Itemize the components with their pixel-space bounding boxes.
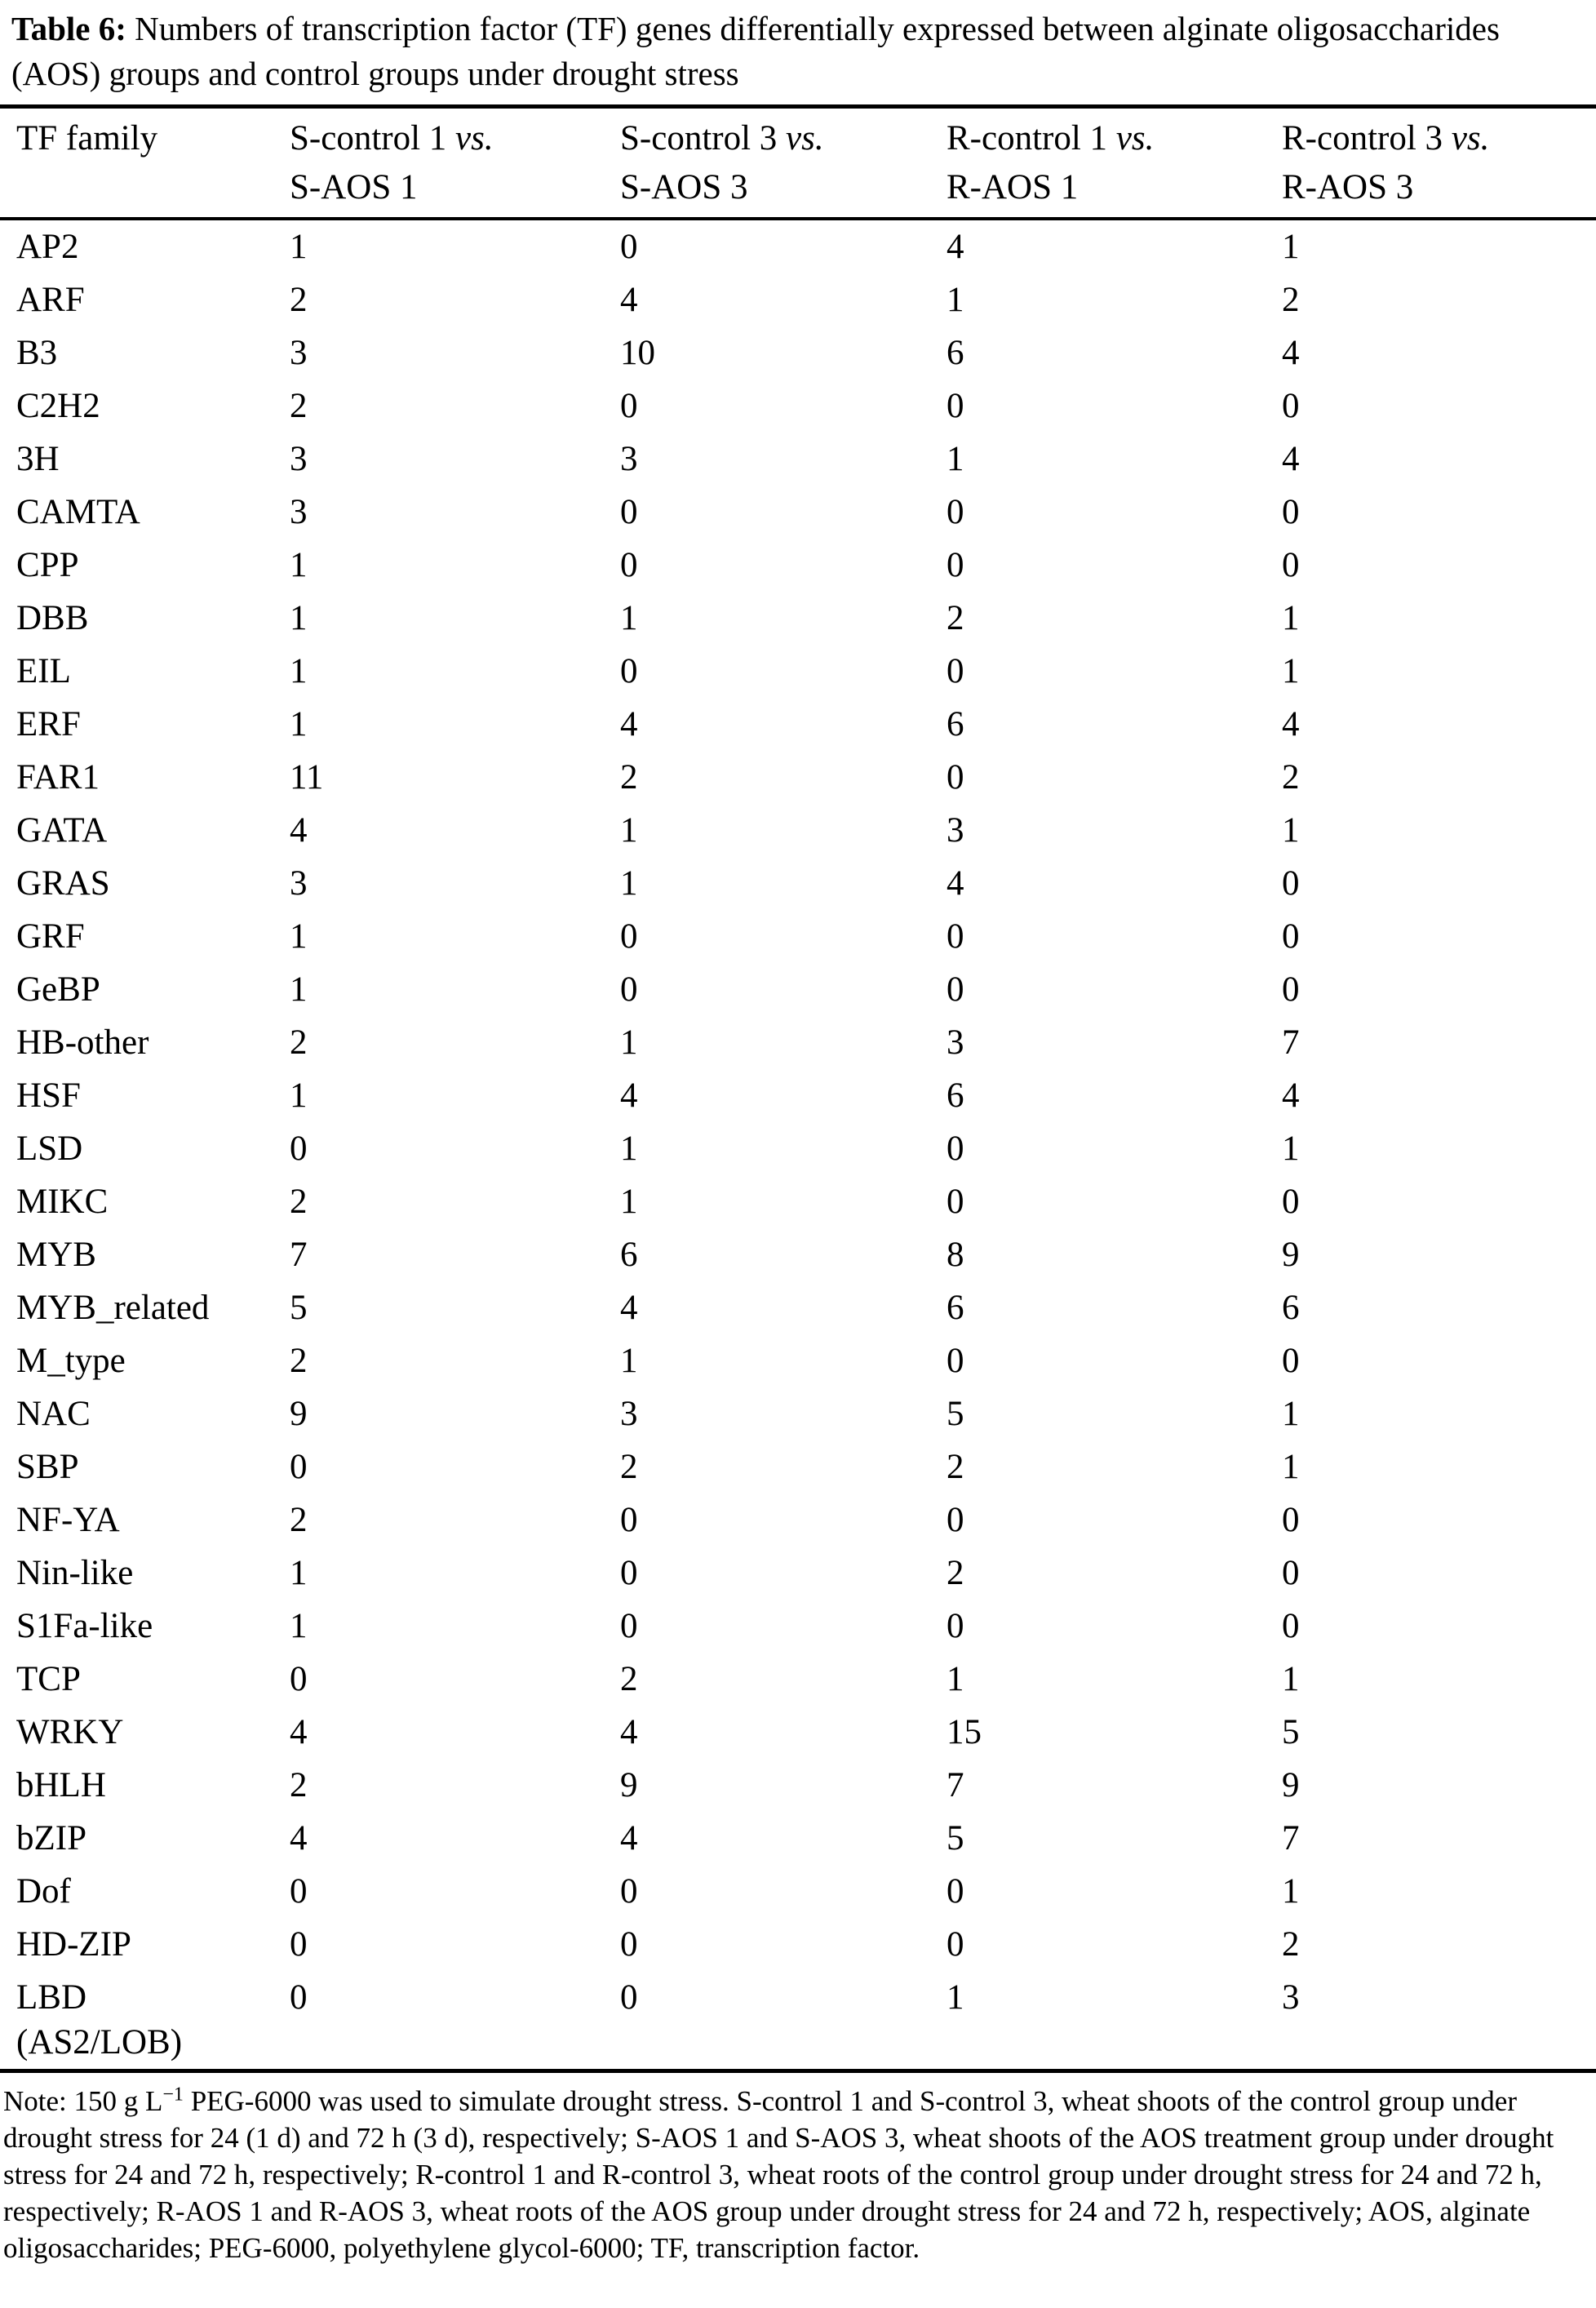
value-cell-r-control-1: 7 xyxy=(947,1766,964,1804)
value-cell-s-control-3: 2 xyxy=(620,1448,638,1486)
tf-family-cell xyxy=(0,1440,290,1494)
value-cell-s-control-3: 0 xyxy=(620,1978,638,2017)
value-cell-s-control-1: 2 xyxy=(290,1501,308,1539)
table-row xyxy=(0,592,1596,645)
table-row xyxy=(0,857,1596,910)
tf-family-name: MIKC xyxy=(16,1183,109,1221)
tf-family-name: GeBP xyxy=(16,970,100,1009)
tf-family-cell xyxy=(0,219,290,273)
vs-label: vs. xyxy=(1451,119,1490,158)
value-cell-r-control-1: 0 xyxy=(947,1130,964,1168)
value-cell-s-control-1: 5 xyxy=(290,1289,308,1327)
value-cell-r-control-3: 2 xyxy=(1282,758,1300,797)
value-cell-r-control-1: 0 xyxy=(947,917,964,956)
tf-family-cell xyxy=(0,1812,290,1865)
header-comparison-text: R-control 1 xyxy=(947,119,1108,158)
col-header-tf-family xyxy=(0,107,290,220)
value-cell-r-control-3: 1 xyxy=(1282,1448,1300,1486)
tf-family-name: GRAS xyxy=(16,864,110,903)
value-cell-r-control-3: 1 xyxy=(1282,1130,1300,1168)
note-superscript: −1 xyxy=(162,2084,184,2106)
value-cell-s-control-1: 7 xyxy=(290,1236,308,1274)
value-cell-s-control-1: 1 xyxy=(290,1554,308,1592)
value-cell-r-control-3: 1 xyxy=(1282,1872,1300,1911)
tf-family-name: GATA xyxy=(16,811,108,850)
col-header-s-control-3 xyxy=(620,107,947,220)
value-cell-s-control-3: 0 xyxy=(620,228,638,266)
value-cell-s-control-3: 4 xyxy=(620,1713,638,1751)
table-row xyxy=(0,751,1596,804)
tf-family-cell xyxy=(0,1706,290,1759)
table-row xyxy=(0,433,1596,486)
tf-family-cell xyxy=(0,1547,290,1600)
table-row xyxy=(0,1494,1596,1547)
value-cell-s-control-1: 2 xyxy=(290,1023,308,1062)
value-cell-s-control-1: 4 xyxy=(290,811,308,850)
header-comparison-text: S-control 3 xyxy=(620,119,778,158)
value-cell-r-control-3: 4 xyxy=(1282,334,1300,372)
tf-family-cell xyxy=(0,910,290,963)
table-row xyxy=(0,1281,1596,1334)
value-cell-s-control-3: 6 xyxy=(620,1236,638,1274)
value-cell-s-control-1: 2 xyxy=(290,1183,308,1221)
note-prefix: Note: 150 g L xyxy=(3,2085,163,2117)
value-cell-s-control-3: 1 xyxy=(620,864,638,903)
value-cell-r-control-3: 0 xyxy=(1282,1554,1300,1592)
value-cell-r-control-1: 0 xyxy=(947,652,964,690)
value-cell-r-control-1: 15 xyxy=(947,1713,982,1751)
tf-family-cell xyxy=(0,273,290,326)
value-cell-s-control-1: 0 xyxy=(290,1872,308,1911)
value-cell-r-control-3: 3 xyxy=(1282,1978,1300,2017)
table-row xyxy=(0,1122,1596,1175)
tf-family-name: CAMTA xyxy=(16,493,140,531)
tf-family-cell xyxy=(0,1175,290,1228)
tf-family-name: NAC xyxy=(16,1395,91,1433)
table-row xyxy=(0,645,1596,698)
value-cell-s-control-1: 0 xyxy=(290,1660,308,1698)
tf-family-name: S1Fa-like xyxy=(16,1607,153,1645)
tf-family-name: HSF xyxy=(16,1076,81,1115)
table-row xyxy=(0,273,1596,326)
value-cell-s-control-1: 9 xyxy=(290,1395,308,1433)
value-cell-s-control-3: 4 xyxy=(620,281,638,319)
value-cell-s-control-1: 2 xyxy=(290,387,308,425)
table-row xyxy=(0,1653,1596,1706)
table-row xyxy=(0,486,1596,539)
table-row xyxy=(0,379,1596,433)
header-line-2: R-AOS 3 xyxy=(1282,168,1414,206)
value-cell-s-control-1: 4 xyxy=(290,1713,308,1751)
tf-family-cell xyxy=(0,1387,290,1440)
value-cell-r-control-3: 0 xyxy=(1282,1607,1300,1645)
value-cell-r-control-3: 9 xyxy=(1282,1236,1300,1274)
value-cell-r-control-1: 0 xyxy=(947,1607,964,1645)
table-row xyxy=(0,1547,1596,1600)
value-cell-r-control-3: 0 xyxy=(1282,970,1300,1009)
value-cell-s-control-3: 0 xyxy=(620,1925,638,1964)
table-caption-line2: (AOS) groups and control groups under drought stress xyxy=(11,55,739,92)
table-row xyxy=(0,804,1596,857)
tf-family-cell xyxy=(0,539,290,592)
value-cell-r-control-1: 1 xyxy=(947,1978,964,2017)
note-body: PEG-6000 was used to simulate drought stress. S-control 1 and S-control 3, wheat shoots of the control group under drought stress for 24 (1 d) and 72 h (3 d), respectively; S-AOS 1 and S-AOS 3, wheat shoots of the AOS treatment group under drought stress for 24 and 72 h, respectively; R-control 1 and R-control 3, wheat roots of the control group under drought stress for 24 and 72 h, respectively; R-AOS 1 and R-AOS 3, wheat roots of the AOS group under drought stress for 24 and 72 h, respectively; AOS, alginate oligosaccharides; PEG-6000, polyethylene glycol-6000; TF, transcription factor. xyxy=(3,2085,1554,2264)
tf-family-name: Nin-like xyxy=(16,1554,134,1592)
value-cell-s-control-1: 1 xyxy=(290,599,308,637)
tf-family-cell xyxy=(0,1918,290,1971)
value-cell-r-control-1: 8 xyxy=(947,1236,964,1274)
table-row xyxy=(0,1812,1596,1865)
table-row xyxy=(0,326,1596,379)
value-cell-r-control-3: 0 xyxy=(1282,1342,1300,1380)
value-cell-s-control-3: 0 xyxy=(620,1501,638,1539)
value-cell-r-control-1: 0 xyxy=(947,387,964,425)
value-cell-s-control-3: 2 xyxy=(620,1660,638,1698)
tf-family-name-line2: (AS2/LOB) xyxy=(16,2023,183,2062)
value-cell-s-control-1: 1 xyxy=(290,917,308,956)
value-cell-r-control-3: 7 xyxy=(1282,1023,1300,1062)
table-row xyxy=(0,539,1596,592)
value-cell-r-control-3: 2 xyxy=(1282,1925,1300,1964)
value-cell-s-control-1: 3 xyxy=(290,864,308,903)
value-cell-r-control-1: 0 xyxy=(947,1183,964,1221)
value-cell-s-control-3: 1 xyxy=(620,1023,638,1062)
value-cell-r-control-3: 2 xyxy=(1282,281,1300,319)
value-cell-s-control-1: 1 xyxy=(290,1076,308,1115)
header-line-2: S-AOS 3 xyxy=(620,168,748,206)
value-cell-s-control-3: 3 xyxy=(620,440,638,478)
table-caption-line1: Numbers of transcription factor (TF) genes differentially expressed between alginate oligosaccharides xyxy=(135,10,1500,47)
header-line-2: R-AOS 1 xyxy=(947,168,1079,206)
tf-family-name: B3 xyxy=(16,334,58,372)
value-cell-s-control-3: 0 xyxy=(620,387,638,425)
value-cell-r-control-1: 0 xyxy=(947,970,964,1009)
table-row xyxy=(0,910,1596,963)
table-row xyxy=(0,1175,1596,1228)
value-cell-r-control-3: 4 xyxy=(1282,1076,1300,1115)
tf-family-name: Dof xyxy=(16,1872,71,1911)
tf-family-cell xyxy=(0,963,290,1016)
tf-family-cell xyxy=(0,433,290,486)
value-cell-s-control-1: 3 xyxy=(290,440,308,478)
tf-family-name: AP2 xyxy=(16,228,79,266)
tf-family-cell xyxy=(0,1228,290,1281)
col-header-r-control-3 xyxy=(1282,107,1596,220)
table-row xyxy=(0,1971,1596,2071)
tf-table-body xyxy=(0,219,1596,2071)
table-row xyxy=(0,1334,1596,1387)
value-cell-r-control-3: 0 xyxy=(1282,1183,1300,1221)
tf-genes-table xyxy=(0,104,1596,2073)
tf-family-cell xyxy=(0,1016,290,1069)
value-cell-s-control-3: 1 xyxy=(620,1130,638,1168)
tf-family-name: HB-other xyxy=(16,1023,149,1062)
value-cell-s-control-1: 0 xyxy=(290,1925,308,1964)
value-cell-s-control-3: 1 xyxy=(620,811,638,850)
value-cell-s-control-1: 2 xyxy=(290,1342,308,1380)
header-tf-family-label: TF family xyxy=(16,119,158,158)
header-line-2: S-AOS 1 xyxy=(290,168,418,206)
header-line-1 xyxy=(947,114,1282,163)
tf-family-cell xyxy=(0,1122,290,1175)
value-cell-r-control-3: 1 xyxy=(1282,652,1300,690)
value-cell-s-control-3: 1 xyxy=(620,1342,638,1380)
value-cell-s-control-1: 0 xyxy=(290,1978,308,2017)
tf-family-cell xyxy=(0,1494,290,1547)
value-cell-s-control-3: 0 xyxy=(620,1607,638,1645)
value-cell-r-control-3: 0 xyxy=(1282,493,1300,531)
value-cell-r-control-1: 2 xyxy=(947,1448,964,1486)
value-cell-r-control-1: 1 xyxy=(947,281,964,319)
value-cell-r-control-3: 0 xyxy=(1282,387,1300,425)
tf-family-name: bZIP xyxy=(16,1819,86,1857)
value-cell-r-control-3: 0 xyxy=(1282,546,1300,584)
table-row xyxy=(0,963,1596,1016)
tf-family-cell xyxy=(0,645,290,698)
value-cell-r-control-3: 0 xyxy=(1282,864,1300,903)
tf-family-name: MYB xyxy=(16,1236,96,1274)
tf-family-cell xyxy=(0,379,290,433)
tf-family-cell xyxy=(0,1334,290,1387)
tf-family-cell xyxy=(0,592,290,645)
value-cell-r-control-3: 1 xyxy=(1282,811,1300,850)
tf-family-name: WRKY xyxy=(16,1713,124,1751)
value-cell-s-control-1: 2 xyxy=(290,281,308,319)
value-cell-r-control-1: 6 xyxy=(947,1289,964,1327)
value-cell-r-control-3: 0 xyxy=(1282,1501,1300,1539)
header-comparison-text: S-control 1 xyxy=(290,119,447,158)
tf-family-cell xyxy=(0,486,290,539)
value-cell-s-control-1: 1 xyxy=(290,970,308,1009)
tf-family-cell xyxy=(0,857,290,910)
value-cell-r-control-1: 2 xyxy=(947,599,964,637)
value-cell-r-control-1: 0 xyxy=(947,493,964,531)
tf-family-name: NF-YA xyxy=(16,1501,120,1539)
tf-family-name: ERF xyxy=(16,705,81,743)
value-cell-s-control-3: 0 xyxy=(620,652,638,690)
header-line-1 xyxy=(1282,114,1596,163)
table-row xyxy=(0,219,1596,273)
value-cell-s-control-1: 1 xyxy=(290,546,308,584)
tf-family-name: FAR1 xyxy=(16,758,100,797)
tf-family-name: LSD xyxy=(16,1130,83,1168)
tf-family-name: ARF xyxy=(16,281,85,319)
value-cell-s-control-3: 4 xyxy=(620,1819,638,1857)
tf-family-name: HD-ZIP xyxy=(16,1925,131,1964)
value-cell-r-control-1: 4 xyxy=(947,864,964,903)
tf-table-header xyxy=(0,107,1596,220)
tf-family-cell xyxy=(0,1600,290,1653)
tf-family-name: MYB_related xyxy=(16,1289,210,1327)
col-header-s-control-1 xyxy=(290,107,620,220)
value-cell-r-control-1: 0 xyxy=(947,1342,964,1380)
tf-family-name: TCP xyxy=(16,1660,81,1698)
table-row xyxy=(0,1759,1596,1812)
table-row xyxy=(0,1600,1596,1653)
tf-family-cell xyxy=(0,326,290,379)
value-cell-s-control-1: 3 xyxy=(290,334,308,372)
value-cell-s-control-3: 1 xyxy=(620,1183,638,1221)
value-cell-s-control-3: 0 xyxy=(620,1872,638,1911)
tf-family-name: C2H2 xyxy=(16,387,100,425)
tf-family-cell xyxy=(0,1653,290,1706)
header-row xyxy=(0,107,1596,220)
tf-family-name: CPP xyxy=(16,546,79,584)
tf-family-cell xyxy=(0,804,290,857)
value-cell-r-control-1: 2 xyxy=(947,1554,964,1592)
value-cell-s-control-3: 0 xyxy=(620,917,638,956)
value-cell-s-control-1: 11 xyxy=(290,758,324,797)
value-cell-r-control-1: 0 xyxy=(947,758,964,797)
tf-family-name: 3H xyxy=(16,440,60,478)
tf-family-cell xyxy=(0,1759,290,1812)
value-cell-s-control-1: 1 xyxy=(290,228,308,266)
value-cell-r-control-1: 3 xyxy=(947,1023,964,1062)
value-cell-r-control-3: 4 xyxy=(1282,440,1300,478)
value-cell-s-control-3: 0 xyxy=(620,493,638,531)
tf-family-cell xyxy=(0,751,290,804)
value-cell-r-control-3: 1 xyxy=(1282,599,1300,637)
value-cell-r-control-1: 1 xyxy=(947,440,964,478)
value-cell-s-control-3: 4 xyxy=(620,1076,638,1115)
value-cell-r-control-1: 0 xyxy=(947,1872,964,1911)
tf-family-cell xyxy=(0,1281,290,1334)
table-row xyxy=(0,1440,1596,1494)
tf-family-name: bHLH xyxy=(16,1766,106,1804)
table-caption xyxy=(11,7,1591,96)
value-cell-s-control-1: 0 xyxy=(290,1448,308,1486)
tf-family-name: DBB xyxy=(16,599,89,637)
table-row xyxy=(0,1228,1596,1281)
value-cell-r-control-1: 5 xyxy=(947,1819,964,1857)
table-row xyxy=(0,698,1596,751)
value-cell-r-control-3: 0 xyxy=(1282,917,1300,956)
vs-label: vs. xyxy=(455,119,494,158)
value-cell-r-control-1: 0 xyxy=(947,546,964,584)
table-row xyxy=(0,1865,1596,1918)
table-row xyxy=(0,1016,1596,1069)
tf-family-name: EIL xyxy=(16,652,71,690)
col-header-r-control-1 xyxy=(947,107,1282,220)
value-cell-s-control-1: 2 xyxy=(290,1766,308,1804)
value-cell-s-control-1: 1 xyxy=(290,652,308,690)
tf-family-cell xyxy=(0,1069,290,1122)
value-cell-r-control-3: 7 xyxy=(1282,1819,1300,1857)
value-cell-r-control-3: 5 xyxy=(1282,1713,1300,1751)
table-row xyxy=(0,1069,1596,1122)
value-cell-s-control-3: 0 xyxy=(620,970,638,1009)
value-cell-s-control-1: 4 xyxy=(290,1819,308,1857)
table-row xyxy=(0,1918,1596,1971)
tf-family-cell xyxy=(0,1865,290,1918)
value-cell-s-control-3: 9 xyxy=(620,1766,638,1804)
tf-family-name: SBP xyxy=(16,1448,79,1486)
tf-family-name: LBD xyxy=(16,1978,86,2017)
table-caption-label: Table 6: xyxy=(11,10,126,47)
table-row xyxy=(0,1706,1596,1759)
header-comparison-text: R-control 3 xyxy=(1282,119,1443,158)
value-cell-s-control-3: 4 xyxy=(620,1289,638,1327)
value-cell-s-control-3: 0 xyxy=(620,1554,638,1592)
value-cell-r-control-3: 6 xyxy=(1282,1289,1300,1327)
header-line-1 xyxy=(290,114,620,163)
value-cell-r-control-3: 1 xyxy=(1282,1660,1300,1698)
value-cell-r-control-1: 1 xyxy=(947,1660,964,1698)
vs-label: vs. xyxy=(1115,119,1155,158)
value-cell-s-control-1: 1 xyxy=(290,1607,308,1645)
value-cell-r-control-3: 1 xyxy=(1282,1395,1300,1433)
value-cell-r-control-1: 0 xyxy=(947,1501,964,1539)
value-cell-s-control-3: 0 xyxy=(620,546,638,584)
value-cell-s-control-3: 4 xyxy=(620,705,638,743)
value-cell-r-control-3: 1 xyxy=(1282,228,1300,266)
value-cell-r-control-3: 4 xyxy=(1282,705,1300,743)
table-note xyxy=(3,2083,1593,2266)
value-cell-r-control-1: 5 xyxy=(947,1395,964,1433)
tf-family-name: GRF xyxy=(16,917,85,956)
value-cell-s-control-1: 0 xyxy=(290,1130,308,1168)
value-cell-s-control-3: 1 xyxy=(620,599,638,637)
value-cell-s-control-1: 1 xyxy=(290,705,308,743)
table-row xyxy=(0,1387,1596,1440)
value-cell-r-control-3: 9 xyxy=(1282,1766,1300,1804)
tf-family-name: M_type xyxy=(16,1342,126,1380)
value-cell-r-control-1: 6 xyxy=(947,705,964,743)
value-cell-r-control-1: 4 xyxy=(947,228,964,266)
tf-family-cell xyxy=(0,698,290,751)
value-cell-s-control-3: 3 xyxy=(620,1395,638,1433)
value-cell-r-control-1: 6 xyxy=(947,334,964,372)
header-line-1 xyxy=(620,114,947,163)
value-cell-r-control-1: 3 xyxy=(947,811,964,850)
value-cell-r-control-1: 0 xyxy=(947,1925,964,1964)
tf-family-cell xyxy=(0,1971,290,2071)
value-cell-s-control-3: 10 xyxy=(620,334,655,372)
value-cell-r-control-1: 6 xyxy=(947,1076,964,1115)
value-cell-s-control-1: 3 xyxy=(290,493,308,531)
vs-label: vs. xyxy=(786,119,824,158)
value-cell-s-control-3: 2 xyxy=(620,758,638,797)
